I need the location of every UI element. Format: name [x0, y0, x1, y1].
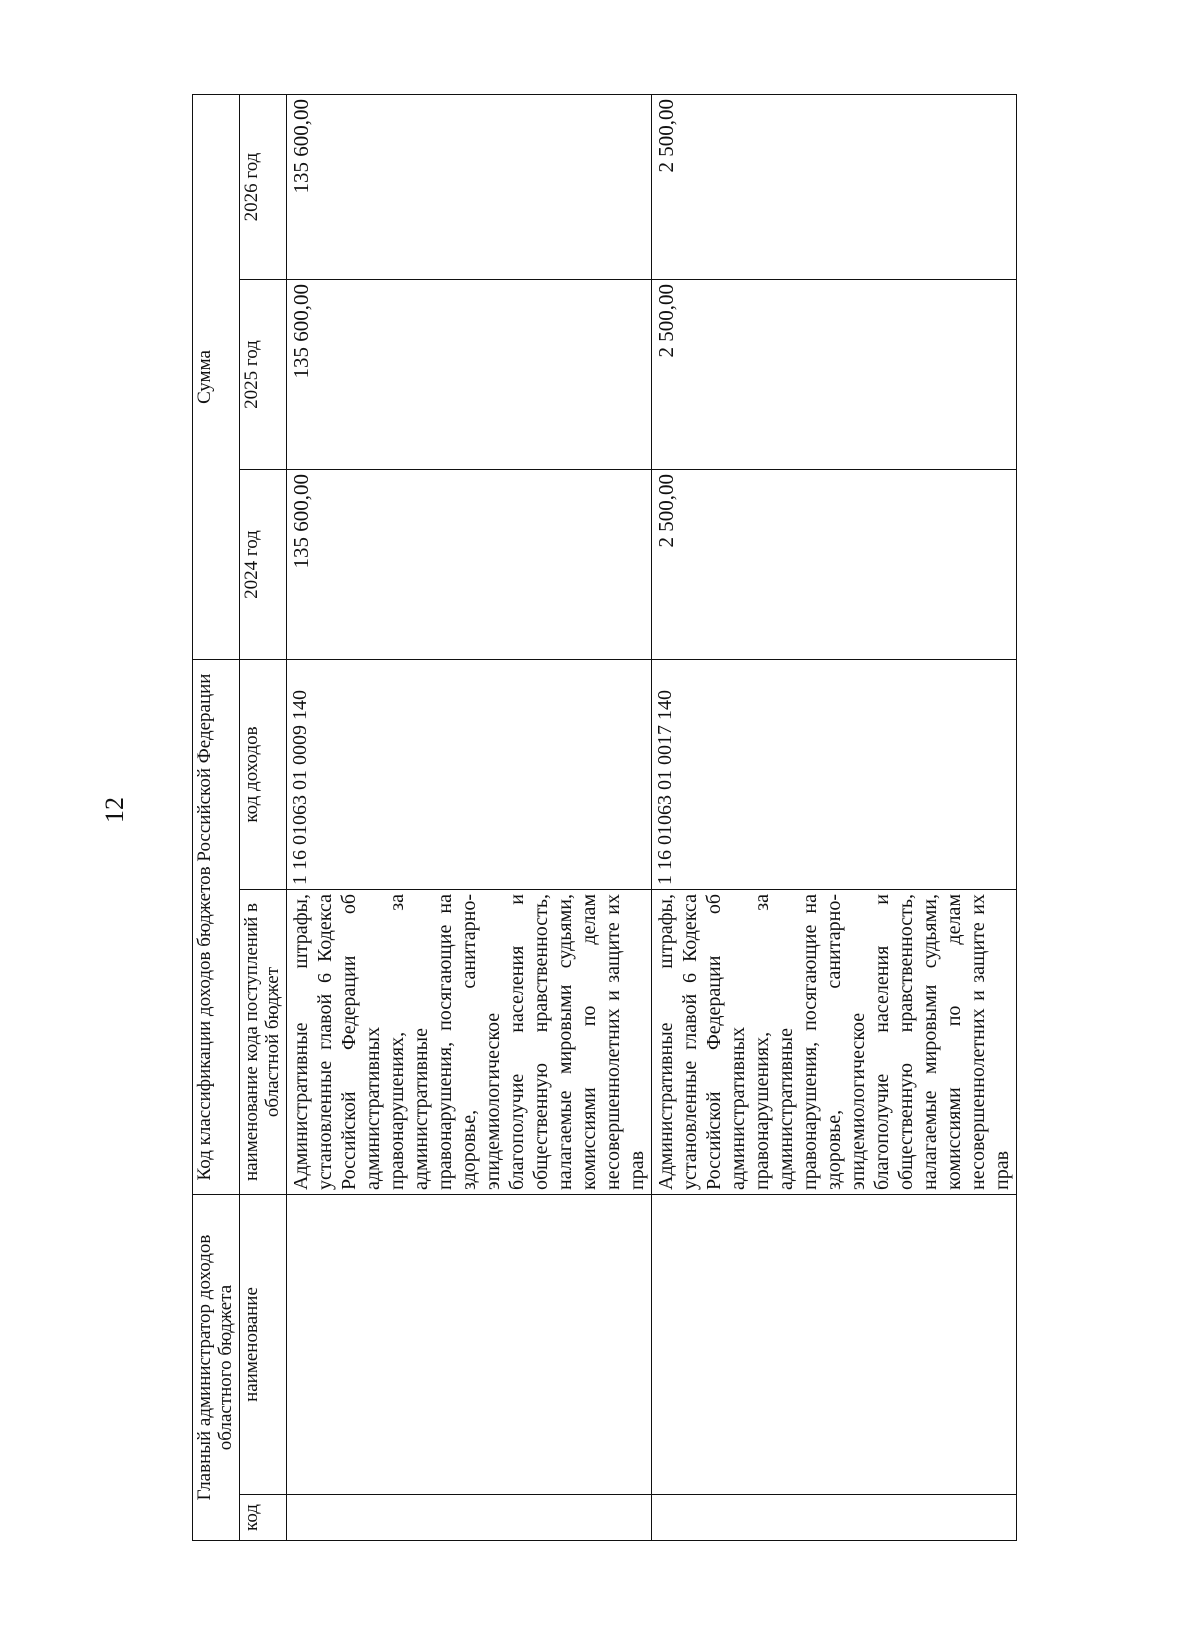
row-amount-2024: 135 600,00 [286, 470, 651, 660]
row-income-name: Административные штрафы, установленные главой 6 Кодекса Российской Федерации об административных правонарушениях, за административные правонарушения, посягающие на здоровье, санитарно-эпидемиологическое благополучие населения и общественную нравственность, налагаемые мировыми судьями, комиссиями по делам несовершеннолетних и защите их прав [651, 890, 1016, 1195]
header-income-code: код доходов [239, 660, 286, 890]
header-code: код [239, 1495, 286, 1541]
row-income-code: 1 16 01063 01 0017 140 [651, 660, 1016, 890]
row-admin-name [651, 1195, 1016, 1495]
row-amount-2025: 135 600,00 [286, 280, 651, 470]
header-row-sub [239, 95, 286, 1541]
header-year-2026: 2026 год [239, 95, 286, 280]
header-row-top [193, 95, 240, 1541]
header-classification: Код классификации доходов бюджетов Российской Федерации [193, 660, 240, 1195]
row-amount-2025: 2 500,00 [651, 280, 1016, 470]
row-amount-2026: 2 500,00 [651, 95, 1016, 280]
budget-table-container [192, 95, 1013, 1541]
budget-income-table [192, 94, 1017, 1541]
table-row [286, 95, 651, 1541]
header-year-2025: 2025 год [239, 280, 286, 470]
header-name: наименование [239, 1195, 286, 1495]
table-row [651, 95, 1016, 1541]
row-admin-code [651, 1495, 1016, 1541]
header-main-admin: Главный администратор доходов областного бюджета [193, 1195, 240, 1541]
row-amount-2026: 135 600,00 [286, 95, 651, 280]
row-amount-2024: 2 500,00 [651, 470, 1016, 660]
page-number: 12 [100, 797, 129, 823]
row-admin-name [286, 1195, 651, 1495]
row-income-name: Административные штрафы, установленные главой 6 Кодекса Российской Федерации об административных правонарушениях, за административные правонарушения, посягающие на здоровье, санитарно-эпидемиологическое благополучие населения и общественную нравственность, налагаемые мировыми судьями, комиссиями по делам несовершеннолетних и защите их прав [286, 890, 651, 1195]
row-income-code: 1 16 01063 01 0009 140 [286, 660, 651, 890]
row-admin-code [286, 1495, 651, 1541]
header-income-name: наименование кода поступлений в областной бюджет [239, 890, 286, 1195]
header-sum: Сумма [193, 95, 240, 660]
header-year-2024: 2024 год [239, 470, 286, 660]
